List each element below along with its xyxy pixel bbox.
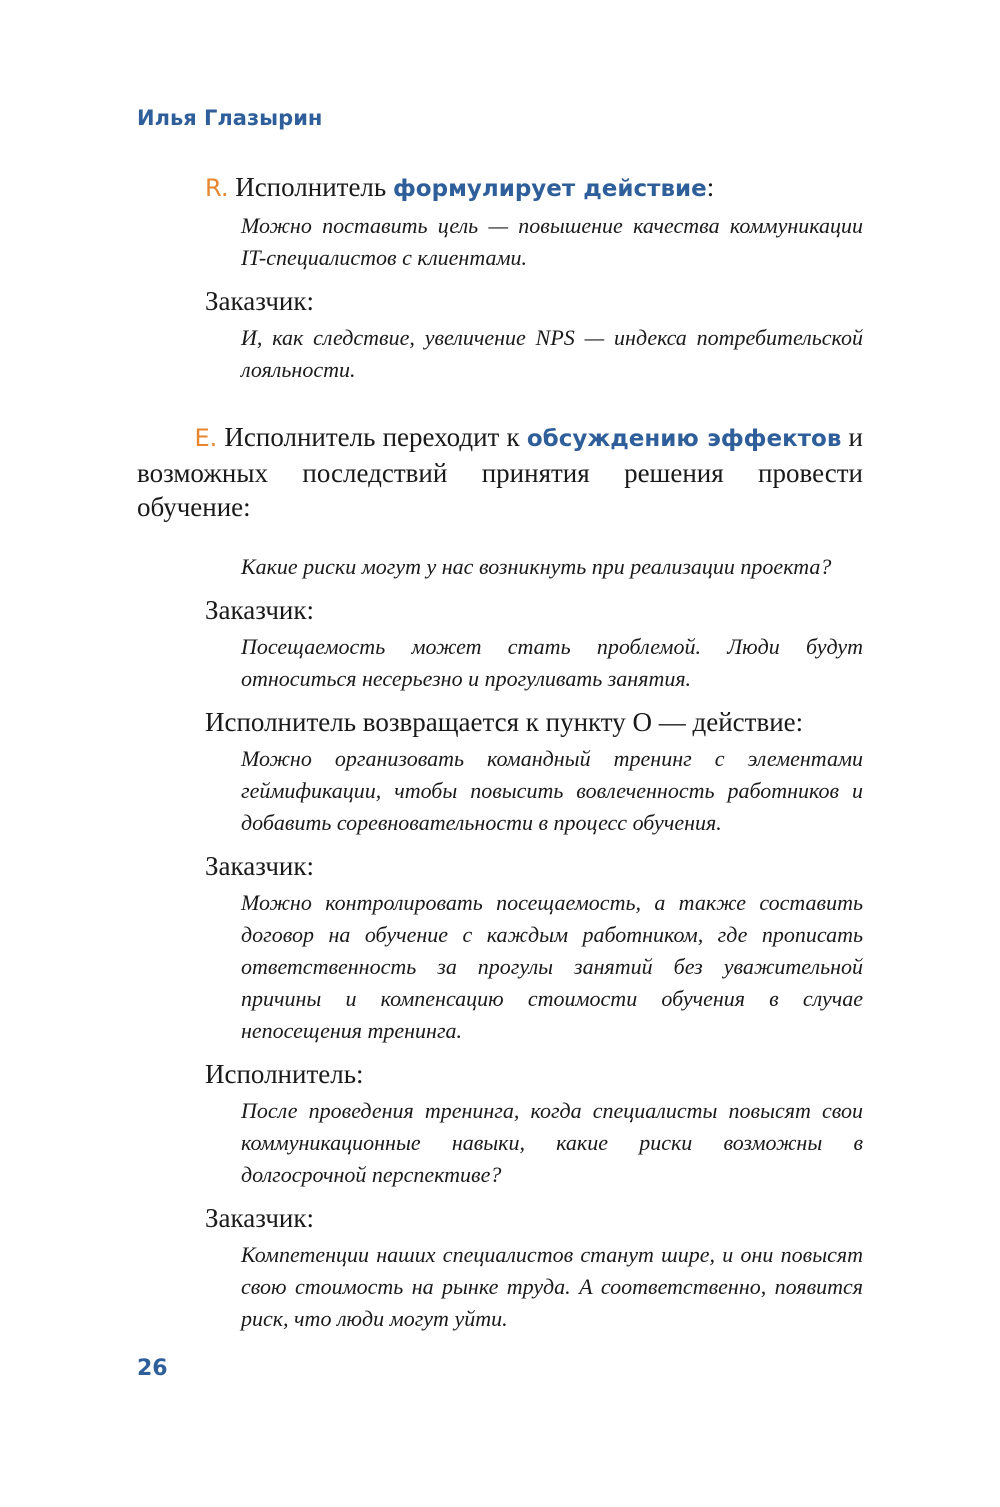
step-e-letter: E. <box>194 424 218 452</box>
step-e-paragraph <box>137 420 863 524</box>
speaker-5: Исполнитель: <box>205 1059 364 1089</box>
quote-6: Можно контролировать посещаемость, а также составить договор на обучение с каждым работником, где прописать ответственность за прогулы занятий без уважительной причины и компенсацию стоимости обучения в случае непосещения тренинга. <box>241 890 863 1043</box>
quote-8: Компетенции наших специалистов станут шире, и они повысят свою стоимость на рынке труда. А соответственно, появится риск, что люди могут уйти. <box>241 1242 863 1331</box>
running-header-author: Илья Глазырин <box>137 106 323 130</box>
step-r-colon: : <box>706 172 715 202</box>
speaker-1: Заказчик: <box>205 286 314 316</box>
step-e-text-rest: и возможных последствий принятия решения провести обучение: <box>137 422 864 522</box>
speaker-4: Заказчик: <box>205 851 314 881</box>
step-e-indent <box>137 422 194 452</box>
quote-3: Какие риски могут у нас возникнуть при реализации проекта? <box>241 554 832 579</box>
speaker-6: Заказчик: <box>205 1203 314 1233</box>
speaker-3: Исполнитель возвращается к пункту О — действие: <box>205 707 804 737</box>
quote-2: И, как следствие, увеличение NPS — индекса потребительской лояльности. <box>241 325 863 382</box>
step-r-text: Исполнитель <box>228 172 393 202</box>
page-body <box>137 170 864 1335</box>
quote-4: Посещаемость может стать проблемой. Люди будут относиться несерьезно и прогуливать занятия. <box>241 634 863 691</box>
step-e-text: Исполнитель переходит к <box>217 422 527 452</box>
step-r-letter: R. <box>205 174 229 202</box>
quote-5: Можно организовать командный тренинг с элементами геймификации, чтобы повысить вовлеченность работников и добавить соревновательности в процесс обучения. <box>241 746 863 835</box>
speaker-2: Заказчик: <box>205 595 314 625</box>
page-number: 26 <box>137 1356 168 1381</box>
quote-1: Можно поставить цель — повышение качества коммуникации IT-специалистов с клиентами. <box>241 213 863 270</box>
quote-7: После проведения тренинга, когда специалисты повысят свои коммуникационные навыки, какие риски возможны в долгосрочной перспективе? <box>241 1098 863 1187</box>
step-e-highlight: обсуждению эффектов <box>526 426 842 452</box>
step-r-paragraph <box>205 170 863 206</box>
step-r-highlight: формулирует действие <box>392 176 707 202</box>
